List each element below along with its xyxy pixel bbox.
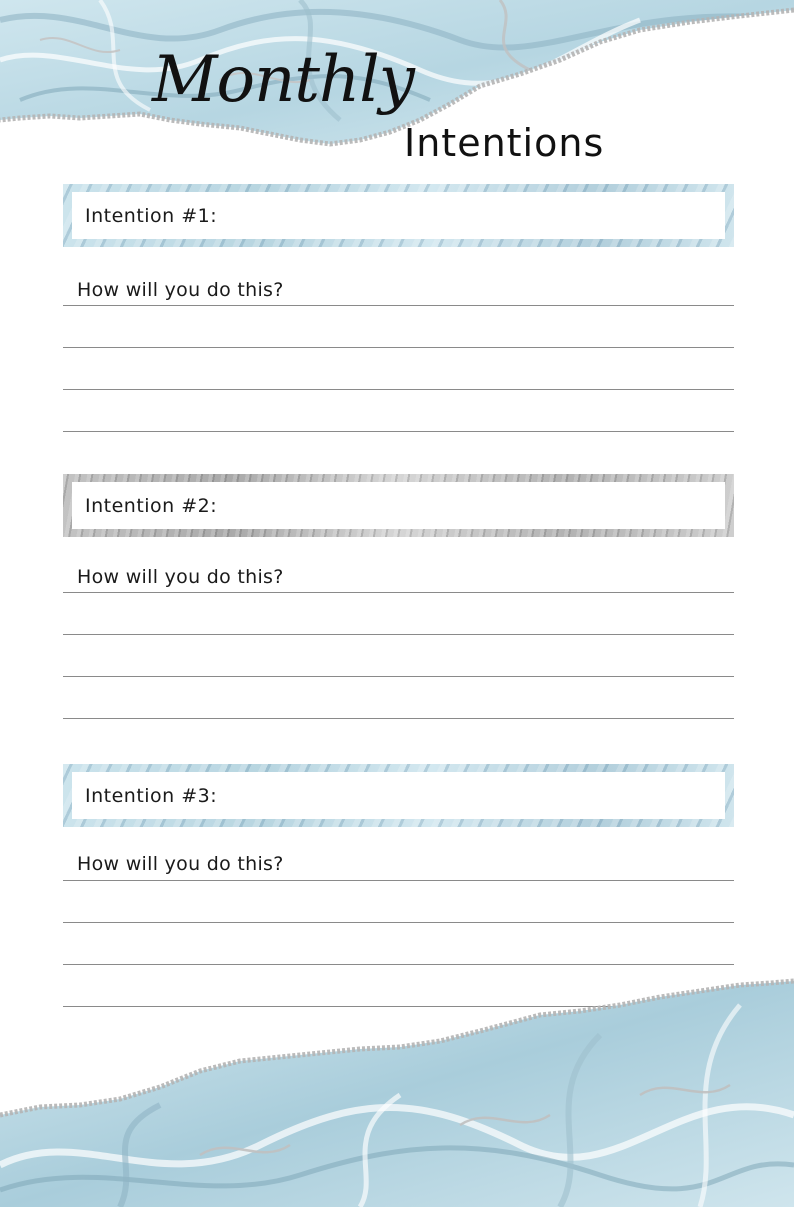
writing-line[interactable] xyxy=(63,389,734,390)
intention-2-field[interactable] xyxy=(72,482,725,529)
how-label-1: How will you do this? xyxy=(77,279,284,301)
how-label-2: How will you do this? xyxy=(77,566,284,588)
intention-1-frame xyxy=(63,184,734,247)
writing-line[interactable] xyxy=(63,305,734,306)
writing-line[interactable] xyxy=(63,922,734,923)
intention-3-field[interactable] xyxy=(72,772,725,819)
intention-2-label: Intention #2: xyxy=(85,495,218,517)
title-intentions: Intentions xyxy=(404,121,605,165)
intention-3-label: Intention #3: xyxy=(85,785,218,807)
title-monthly: Monthly xyxy=(152,43,414,117)
writing-line[interactable] xyxy=(63,431,734,432)
writing-line[interactable] xyxy=(63,676,734,677)
bottom-marble-decoration xyxy=(0,975,794,1207)
writing-line[interactable] xyxy=(63,592,734,593)
intention-1-label: Intention #1: xyxy=(85,205,218,227)
how-label-3: How will you do this? xyxy=(77,853,284,875)
intention-2-frame xyxy=(63,474,734,537)
writing-line[interactable] xyxy=(63,634,734,635)
intention-3-frame xyxy=(63,764,734,827)
writing-line[interactable] xyxy=(63,347,734,348)
writing-line[interactable] xyxy=(63,718,734,719)
intention-1-field[interactable] xyxy=(72,192,725,239)
writing-line[interactable] xyxy=(63,964,734,965)
writing-line[interactable] xyxy=(63,880,734,881)
